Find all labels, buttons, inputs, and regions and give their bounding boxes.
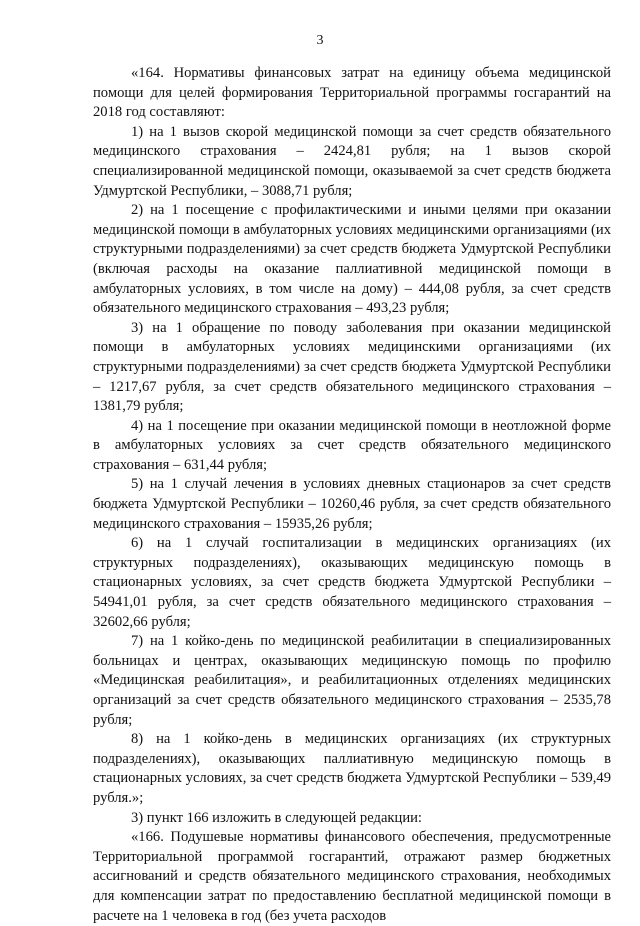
paragraph-amendment-166: 3) пункт 166 изложить в следующей редакции: <box>131 809 422 826</box>
paragraph-item-8: 8) на 1 койко-день в медицинских организациях (их структурных подразделениях), оказывающих паллиативную медицинскую помощь в стационарных условиях, за счет средств бюджета Удмуртской Республики – 539,49 рубля.»; <box>93 731 611 806</box>
page-number: 3 <box>316 33 324 48</box>
paragraph-item-5: 5) на 1 случай лечения в условиях дневных стационаров за счет средств бюджета Удмуртской Республики – 10260,46 рубля, за счет средств обязательного медицинского страхования – 15935,26 рубля; <box>93 476 611 532</box>
paragraph-item-7: 7) на 1 койко-день по медицинской реабилитации в специализированных больницах и центрах, оказывающих медицинскую помощь по профилю «Медицинская реабилитация», и реабилитационных отделениях медицинских организаций за счет средств обязательного медицинского страхования – 2535,78 рубля; <box>93 633 611 728</box>
paragraph-164-intro: «164. Нормативы финансовых затрат на единицу объема медицинской помощи для целей формирования Территориальной программы госгарантий на 2018 год составляют: <box>93 65 611 121</box>
paragraph-item-1: 1) на 1 вызов скорой медицинской помощи за счет средств обязательного медицинского страхования – 2424,81 рубля; на 1 вызов скорой специализированной медицинской помощи, оказываемой за счет средств бюджета Удмуртской Республики, – 3088,71 рубля; <box>93 123 611 199</box>
document-body <box>93 64 611 926</box>
paragraph-166-text: «166. Подушевые нормативы финансового обеспечения, предусмотренные Территориальной программой госгарантий, отражают размер бюджетных ассигнований и средств обязательного медицинского страхования, необходимых для компенсации затрат по предоставлению бесплатной медицинской помощи в расчете на 1 человека в год (без учета расходов <box>93 829 611 924</box>
paragraph-item-2: 2) на 1 посещение с профилактическими и иными целями при оказании медицинской помощи в амбулаторных условиях медицинскими организациями (их структурными подразделениями) за счет средств бюджета Удмуртской Республики (включая расходы на оказание паллиативной медицинской помощи в амбулаторных условиях, в том числе на дому) – 444,08 рубля, за счет средств обязательного медицинского страхования – 493,23 рубля; <box>93 202 611 317</box>
paragraph-item-4: 4) на 1 посещение при оказании медицинской помощи в неотложной форме в амбулаторных условиях за счет средств обязательного медицинского страхования – 631,44 рубля; <box>93 417 611 473</box>
paragraph-item-3: 3) на 1 обращение по поводу заболевания при оказании медицинской помощи в амбулаторных условиях медицинскими организациями (их структурными подразделениями) за счет средств бюджета Удмуртской Республики – 1217,67 рубля, за счет средств обязательного медицинского страхования – 1381,79 рубля; <box>93 319 611 415</box>
paragraph-item-6: 6) на 1 случай госпитализации в медицинских организациях (их структурных подразделениях), оказывающих медицинскую помощь в стационарных условиях, за счет средств бюджета Удмуртской Республики – 54941,01 рубля, за счет средств обязательного медицинского страхования – 32602,66 рубля; <box>93 535 611 630</box>
